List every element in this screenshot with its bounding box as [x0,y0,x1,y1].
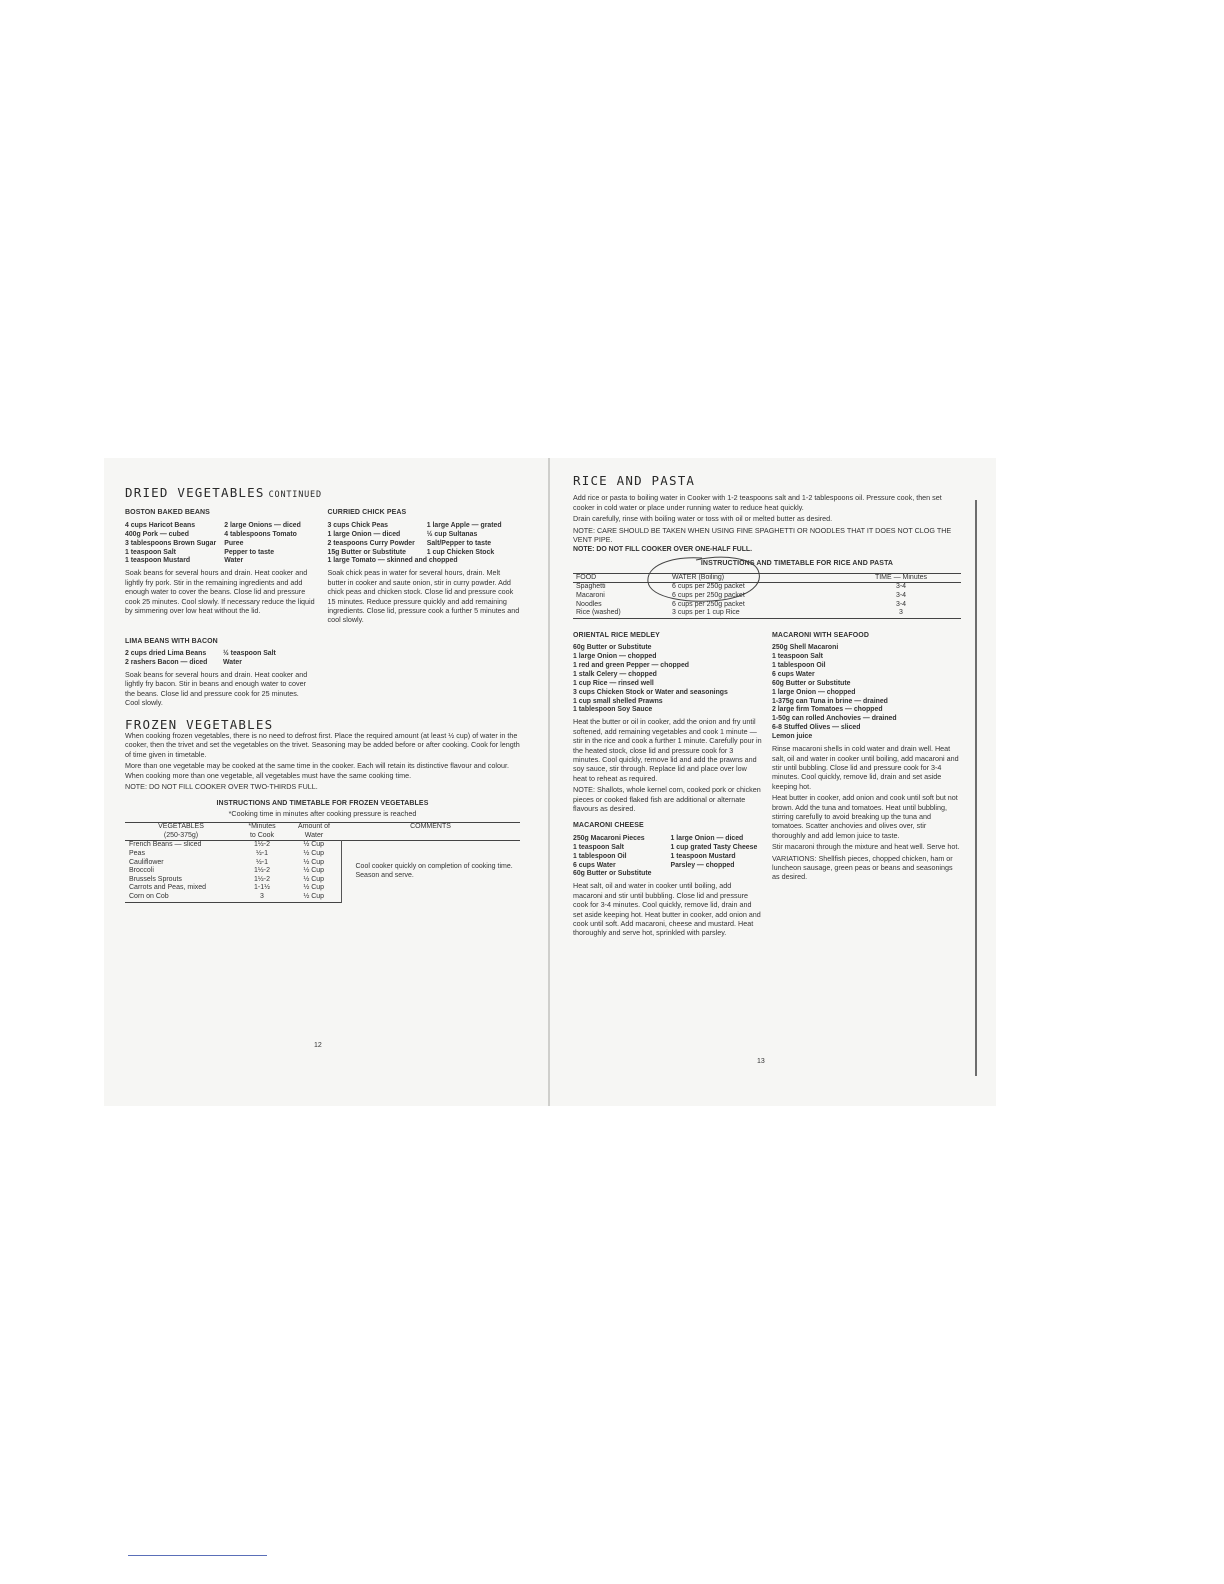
ingredient-list [125,650,217,668]
cell-water: ½ Cup [303,858,325,866]
cell-water: ½ Cup [303,841,325,849]
ingredient: Parsley — chopped [670,861,735,869]
header-subtext: Water [304,831,324,839]
ingredient: 1 teaspoon Salt [772,653,823,661]
ingredient: 1 large Tomato — skinned and chopped [327,557,458,565]
frozen-table-title: INSTRUCTIONS AND TIMETABLE FOR FROZEN VEGETABLES [216,800,429,808]
ingredient: 1 tablespoon Oil [573,852,627,860]
ingredient: 250g Shell Macaroni [772,644,839,652]
recipe-heading: CURRIED CHICK PEAS [327,509,407,517]
col-minutes [237,823,287,841]
ingredient: 6-8 Stuffed Olives — sliced [772,724,861,732]
ingredient: 1 teaspoon Salt [125,548,176,556]
recipe-column-left [573,631,762,938]
cell-water: 3 cups per 1 cup Rice [669,609,841,618]
recipe-heading: ORIENTAL RICE MEDLEY [573,631,660,639]
ingredient: 1 cup grated Tasty Cheese [670,843,758,851]
ingredient: 2 large firm Tomatoes — chopped [772,706,883,714]
ingredient: 400g Pork — cubed [125,530,189,538]
table-row [573,592,961,601]
rice-intro: Add rice or pasta to boiling water in Cooker with 1-2 teaspoons salt and 1-2 tablespoons oil. Pressure cook, then set cooker in cold water or place under running water to reduce heat quickly. [573,493,942,512]
table-row [573,601,961,610]
ingredient: 250g Macaroni Pieces [573,834,645,842]
ingredient-list [573,644,762,715]
cell-vegetable: Peas [129,850,145,858]
ingredient-list [573,835,665,880]
right-page [573,473,961,938]
recipe-oriental-rice [573,631,762,814]
recipe-lima-beans [125,637,315,708]
cell-time: 3-4 [895,600,907,608]
ingredient: 1 teaspoon Mustard [125,557,191,565]
continued-label: CONTINUED [268,490,322,500]
ingredient: Salt/Pepper to taste [426,539,492,547]
ingredient: 1 teaspoon Mustard [670,852,736,860]
header-subtext: (250-375g) [163,831,199,839]
frozen-intro: When cooking frozen vegetables, there is no need to defrost first. Place the required amount (at least ½ cup) of water in the cooker, then the trivet and set the vegetables on the trivet. Seasoning may be added before or after cooking. Cook for length of time given in timetable. [125,731,520,759]
page-spine [548,458,550,1106]
header-text: Amount of [298,823,330,831]
ingredient: 2 teaspoons Curry Powder [327,539,415,547]
ingredient-columns [125,522,318,567]
ingredient: 1 large Onion — chopped [772,688,856,696]
col-comments [341,823,520,841]
ingredient-columns [573,835,762,880]
cell-vegetable: Brussels Sprouts [129,875,182,883]
ingredient-list [427,522,520,558]
cell-minutes: 1½-2 [254,867,270,875]
ingredient: Water [224,557,244,565]
cell-water: ½ Cup [287,893,341,902]
rice-pasta-table [573,573,961,619]
ingredient: 6 cups Water [573,861,616,869]
recipe-curried-chick-peas [328,508,521,624]
recipe-method: Soak chick peas in water for several hours, drain. Melt butter in cooker and saute onion, stir in curry powder. Add chick peas and chicken stock. Close lid and pressure cook 15 minutes. Reduce pressure quickly and add remaining ingredients. Close lid, pressure cook a further 5 minutes and cool slowly. [327,568,520,625]
cell-time: 3 [841,609,961,618]
ingredient: 2 rashers Bacon — diced [125,659,208,667]
page-edge [975,500,977,1076]
rice-note-vent: NOTE: CARE SHOULD BE TAKEN WHEN USING FINE SPAGHETTI OR NOODLES THAT IT DOES NOT CLOG THE VENT PIPE. [573,525,952,545]
table-row [573,583,961,592]
recipe-method: Heat the butter or oil in cooker, add the onion and fry until softened, add remaining vegetables and cook 1 minute — stir in the rice and cook a further 1 minute. Carefully pour in the heated stock, close lid and pressure cook for 3 minutes. Cool quickly, remove lid and add the prawns and soy sauce, stir through. Replace lid and place over low heat to reheat as required. [573,717,762,783]
section-title-dried [125,485,520,500]
cell-vegetable: Carrots and Peas, mixed [129,884,207,892]
frozen-intro-2: More than one vegetable may be cooked at the same time in the cooker. Each will retain its distinctive flavour and colour. When cooking more than one vegetable, all vegetables must have the same cooking time. [125,761,509,780]
table-header-row [125,823,520,841]
table-header-row [573,573,961,583]
cell-minutes: 3 [237,893,287,902]
ingredient: 1 stalk Celery — chopped [573,670,657,678]
ingredient-list [223,650,315,668]
ingredient: 1 large Onion — diced [327,530,401,538]
ingredient: 6 cups Water [772,670,815,678]
rice-recipes-row [573,631,961,938]
left-page [125,485,520,903]
cell-food: Noodles [576,600,602,608]
cell-water: ½ Cup [303,875,325,883]
ingredient: 1 large Onion — chopped [573,653,657,661]
ingredient: 60g Butter or Substitute [573,644,652,652]
recipe-method: Soak beans for several hours and drain. Heat cooker and lightly fry bacon. Stir in beans and enough water to cover the beans. Close lid and pressure cook for 25 minutes. Cool slowly. [125,670,308,708]
cell-minutes: ½-1 [255,858,269,866]
col-food: FOOD [576,573,597,581]
table-row [573,609,961,618]
page-number-left: 12 [314,1042,322,1049]
cell-food: Macaroni [576,591,605,599]
section-title-frozen: FROZEN VEGETABLES [125,716,274,732]
header-subtext: to Cook [249,831,275,839]
cell-comment [341,841,520,902]
ingredient: 3 cups Chick Peas [327,521,389,529]
ingredient: 1 cup small shelled Prawns [573,697,663,705]
dried-recipes-row [125,508,520,624]
recipe-note: NOTE: Shallots, whole kernel corn, cooked pork or chicken pieces or cooked flaked fish are additional or alternate flavours as desired. [573,785,761,814]
ingredient: 1 red and green Pepper — chopped [573,661,690,669]
ingredient: ½ cup Sultanas [426,530,478,538]
header-text: VEGETABLES [158,823,204,831]
ingredient: 2 cups dried Lima Beans [125,650,207,658]
comment-text: Cool cooker quickly on completion of cooking time. Season and serve. [355,863,513,879]
recipe-heading: LIMA BEANS WITH BACON [125,637,218,645]
ingredient: 1 tablespoon Oil [772,661,826,669]
cell-vegetable: French Beans — sliced [129,841,202,849]
rice-table-title: INSTRUCTIONS AND TIMETABLE FOR RICE AND PASTA [700,560,894,568]
ingredient-list [328,522,421,558]
rice-intro-2: Drain carefully, rinse with boiling water or toss with oil or melted butter as desired. [573,514,833,524]
ingredient: ½ teaspoon Salt [223,650,276,658]
section-title-rice-pasta: RICE AND PASTA [573,473,696,488]
ingredient: Water [223,659,242,667]
recipe-variations: VARIATIONS: Shellfish pieces, chopped chicken, ham or luncheon sausage, green peas or beans and seasonings as desired. [772,853,953,882]
hand-drawn-circle-annotation [640,554,766,606]
ingredient-columns [328,522,521,558]
recipe-method: Stir macaroni through the mixture and heat well. Serve hot. [772,842,960,852]
ingredient: 4 cups Haricot Beans [125,521,196,529]
ingredient: 15g Butter or Substitute [327,548,406,556]
cell-minutes: ½-1 [255,850,269,858]
recipe-heading: MACARONI CHEESE [573,822,644,830]
ingredient-list [772,644,961,742]
recipe-macaroni-seafood [772,631,961,938]
recipe-heading: BOSTON BAKED BEANS [125,509,210,517]
ingredient: 4 tablespoons Tomato Puree [224,530,297,547]
cell-vegetable: Broccoli [129,867,154,875]
ingredient: 60g Butter or Substitute [573,870,652,878]
cell-water: ½ Cup [303,850,325,858]
recipe-boston-baked-beans [125,508,318,624]
ingredient: 1-50g can rolled Anchovies — drained [772,715,897,723]
ingredient: 1 teaspoon Salt [573,843,624,851]
dried-title-text: DRIED VEGETABLES [125,485,265,500]
cell-water: 6 cups per 250g packet [672,583,745,591]
cell-minutes: 1½-2 [254,875,270,883]
header-text: COMMENTS [410,823,451,831]
recipe-method: Heat salt, oil and water in cooker until boiling, add macaroni and stir until bubbling. Close lid and pressure cook for 3-4 minutes. Cool quickly, remove lid, drain and set aside keeping hot. Heat butter in cooker, add onion and cook until soft. Add macaroni, cheese and mustard. Heat thoroughly and serve hot, sprinkled with parsley. [573,881,761,938]
rice-note-fill: NOTE: DO NOT FILL COOKER OVER ONE-HALF FULL. [573,546,753,554]
ingredient: 1 cup Chicken Stock [426,548,495,556]
ingredient: Pepper to taste [224,548,275,556]
col-vegetables [125,823,237,841]
recipe-macaroni-cheese [573,821,762,937]
cell-water: 6 cups per 250g packet [672,591,745,599]
ingredient-list [125,522,218,567]
ingredient: 3 tablespoons Brown Sugar [125,539,217,547]
ingredient: 2 large Onions — diced [224,521,301,529]
cell-minutes: 1½-2 [254,841,270,849]
ingredient-columns [125,650,315,668]
col-water [287,823,341,841]
cell-vegetable: Cauliflower [129,858,164,866]
cell-water: 6 cups per 250g packet [672,600,745,608]
recipe-method: Soak beans for several hours and drain. Heat cooker and lightly fry pork. Stir in the remaining ingredients and add enough water to cover the beans. Close lid and pressure cook 25 minutes. Cool slowly. If necessary reduce the liquid by simmering over low heat without the lid. [125,568,315,615]
cell-water: ½ Cup [303,884,325,892]
recipe-method: Rinse macaroni shells in cold water and drain well. Heat salt, oil and water in cooker until boiling, add macaroni and stir until bubbling. Close lid and pressure cook for 3-4 minutes. Cool quickly, remove lid, drain and set aside keeping hot. [772,744,959,791]
cell-food: Spaghetti [576,583,606,591]
frozen-vegetables-table [125,822,520,902]
table-row [125,841,520,850]
ingredient: 1-375g can Tuna in brine — drained [772,697,888,705]
cell-vegetable: Corn on Cob [125,893,237,902]
col-time: TIME — Minutes [874,573,928,581]
frozen-table-subtitle: *Cooking time in minutes after cooking pressure is reached [228,808,417,818]
recipe-method: Heat butter in cooker, add onion and cook until soft but not brown. Add the tuna and tomatoes. Heat until bubbling, stirring carefully to avoid breaking up the tuna and tomatoes. Scatter anchovies and olives over, stir thoroughly and add lemon juice to taste. [772,793,958,840]
footer-rule [128,1555,267,1556]
cell-time: 3-4 [895,591,907,599]
col-water: WATER (Boiling) [672,573,725,581]
ingredient: 60g Butter or Substitute [772,679,851,687]
frozen-note: NOTE: DO NOT FILL COOKER OVER TWO-THIRDS FULL. [125,782,318,792]
ingredient: 1 tablespoon Soy Sauce [573,706,653,714]
ingredient: 1 cup Rice — rinsed well [573,679,654,687]
ingredient: Lemon juice [772,733,813,741]
header-text: *Minutes [248,823,276,831]
ingredient: 1 large Apple — grated [426,521,502,529]
cell-minutes: 1-1½ [254,884,270,892]
ingredient-list [224,522,317,567]
page-number-right: 13 [757,1058,765,1065]
cell-water: ½ Cup [303,867,325,875]
cell-food: Rice (washed) [573,609,669,618]
ingredient: 1 large Onion — diced [670,834,744,842]
ingredient: 3 cups Chicken Stock or Water and seasonings [573,688,728,696]
recipe-heading: MACARONI WITH SEAFOOD [772,631,869,639]
ingredient-list [671,835,763,880]
cell-time: 3-4 [895,583,907,591]
